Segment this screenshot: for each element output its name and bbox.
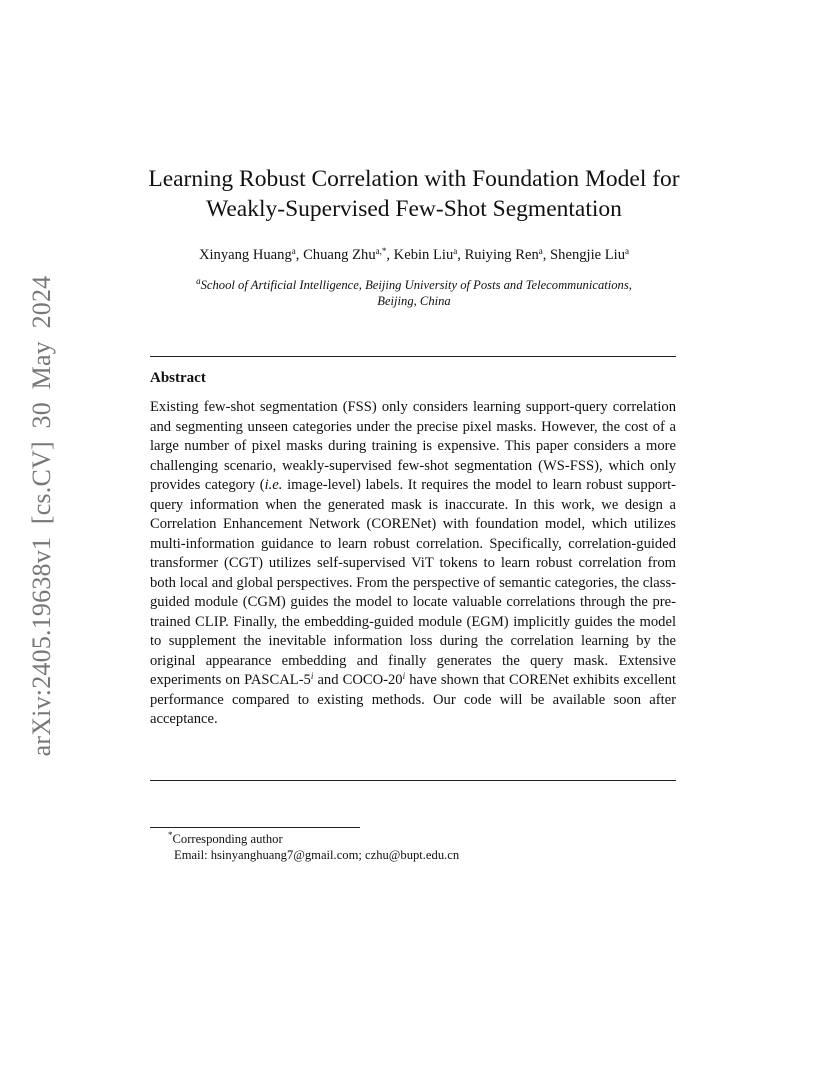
author-name: Shengjie Liu (550, 247, 626, 263)
author-mark: a (538, 246, 543, 256)
footnote-rule (150, 827, 360, 828)
title-line-2: Weakly-Supervised Few-Shot Segmentation (206, 196, 622, 222)
abstract-segment: and COCO-20 (313, 672, 403, 688)
abstract-segment: Existing few-shot segmentation (FSS) only considers learning support-query correlation and segmenting unseen categories under the precise pixel masks. However, the cost of a large number of pixel masks during training is expensive. This paper considers a more challenging scenario, weakly-supervised few-shot segmentation (WS-FSS), which only provides category ( (150, 399, 676, 493)
abstract-bottom-rule (150, 780, 676, 781)
abstract-segment: have shown that CORENet exhibits excellent performance compared to existing methods. Our code will be available soon after acceptance. (150, 672, 676, 727)
abstract-segment: image-level) labels. It requires the model to learn robust support-query information when the generated mask is inaccurate. In this work, we design a Correlation Enhancement Network (CORENet) with foundation model, which utilizes multi-information guidance to learn robust correlation. Specifically, correlation-guided transformer (CGT) utilizes self-supervised ViT tokens to learn robust correlation from both local and global perspectives. From the perspective of semantic categories, the class-guided module (CGM) guides the model to locate valuable correlations through the pre-trained CLIP. Finally, the embedding-guided module (EGM) implicitly guides the model to supplement the inevitable information loss during the correlation learning by the original appearance embedding and finally generates the query mask. Extensive experiments on PASCAL-5 (150, 477, 676, 688)
footnote-mark: * (168, 830, 173, 840)
title-line-1: Learning Robust Correlation with Foundation Model for (148, 166, 680, 192)
affiliation-mark: a (196, 276, 201, 286)
abstract-segment: i (310, 671, 314, 681)
author-list: Xinyang Huang$^a$, Chuang Zhu$^{a,*}$, Kebin Liu$^a$, Ruiying Ren$^a$, Shengjie Liu$^a$ (198, 246, 630, 263)
arxiv-stamp-text: arXiv:2405.19638v1 [cs.CV] 30 May 2024 (27, 275, 56, 757)
affiliation-line-2: Beijing, China (377, 294, 451, 308)
author-name: Chuang Zhu (303, 247, 376, 263)
abstract-segment: i.e. (264, 477, 283, 493)
footnote-corresponding: Corresponding author (172, 832, 283, 846)
abstract-body (150, 398, 676, 730)
author-mark: a,* (375, 246, 387, 256)
author-mark: a (291, 246, 296, 256)
footnote-email: Email: hsinyanghuang7@gmail.com; czhu@bupt.edu.cn (174, 848, 460, 862)
author-name: Kebin Liu (393, 247, 454, 263)
footnote (168, 831, 459, 863)
abstract-segment: i (402, 671, 406, 681)
abstract-top-rule (150, 356, 676, 357)
arxiv-stamp (22, 272, 62, 760)
abstract-heading: Abstract (150, 370, 206, 386)
affiliation-line-1: School of Artificial Intelligence, Beijing University of Posts and Telecommunications, (200, 278, 632, 292)
author-name: Xinyang Huang (198, 247, 292, 263)
paper-title (120, 164, 708, 224)
author-mark: a (625, 246, 630, 256)
affiliation (120, 277, 708, 309)
author-mark: a (453, 246, 458, 256)
author-name: Ruiying Ren (464, 247, 539, 263)
